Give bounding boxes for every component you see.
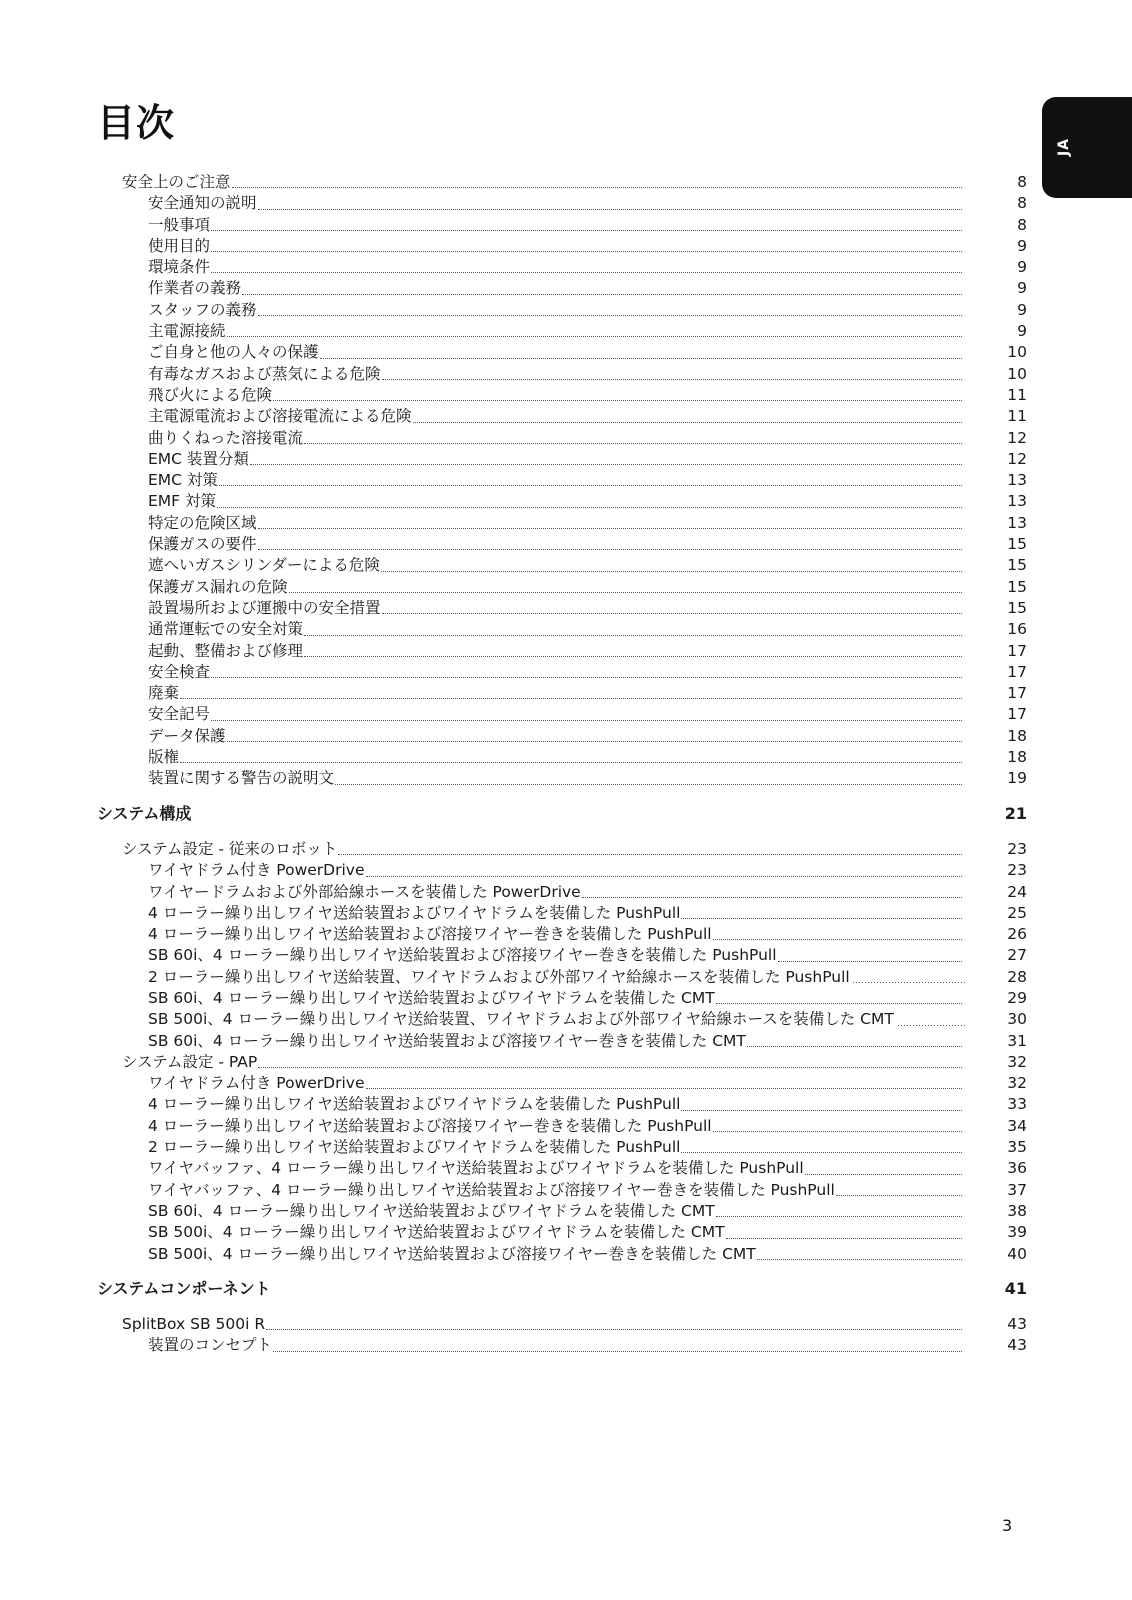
toc-entry-page: 25 — [1007, 903, 1027, 922]
toc-section-items — [97, 860, 1027, 1052]
dot-leader — [805, 1174, 962, 1175]
toc-entry[interactable] — [97, 470, 1027, 491]
toc-entry-label: 安全記号 — [148, 705, 211, 724]
toc-entry[interactable] — [97, 1158, 1027, 1179]
toc-entry-label: 主電源電流および溶接電流による危険 — [148, 407, 412, 426]
toc-entry[interactable] — [97, 342, 1027, 363]
toc-entry[interactable] — [97, 945, 1027, 966]
toc-entry-label: 装置に関する警告の説明文 — [148, 769, 335, 788]
dot-leader — [335, 784, 962, 785]
dot-leader — [778, 961, 962, 962]
toc-entry-label: 一般事項 — [148, 215, 211, 234]
toc-entry[interactable] — [97, 577, 1027, 598]
toc-entry[interactable] — [97, 385, 1027, 406]
dot-leader — [304, 635, 962, 636]
toc-entry-label: 廃棄 — [148, 684, 180, 703]
toc-entry-page: 23 — [1007, 861, 1027, 880]
toc-entry[interactable] — [97, 662, 1027, 683]
toc-entry-page: 39 — [1007, 1223, 1027, 1242]
toc-entry-page: 17 — [1007, 641, 1027, 660]
toc-section-items — [97, 1073, 1027, 1265]
toc-entry-label: 曲りくねった溶接電流 — [148, 428, 304, 447]
toc-entry[interactable] — [97, 683, 1027, 704]
dot-leader — [381, 571, 962, 572]
dot-leader — [219, 485, 962, 486]
toc-entry-page: 12 — [1007, 449, 1027, 468]
toc-entry-page: 9 — [1017, 258, 1027, 277]
toc-entry-label: 作業者の義務 — [148, 279, 242, 298]
toc-section-heading[interactable] — [97, 172, 1027, 193]
dot-leader — [338, 854, 962, 855]
dot-leader — [180, 698, 962, 699]
toc-entry-label: SB 60i、4 ローラー繰り出しワイヤ送給装置およびワイヤドラムを装備した CMT — [148, 1201, 715, 1220]
toc-entry-label: EMC 装置分類 — [148, 449, 249, 468]
toc-entry-page: 43 — [1007, 1315, 1027, 1334]
dot-leader — [211, 251, 962, 252]
toc-entry[interactable] — [97, 704, 1027, 725]
toc-entry[interactable] — [97, 257, 1027, 278]
dot-leader — [413, 422, 962, 423]
toc-entry-page: 23 — [1007, 839, 1027, 858]
toc-entry-label: 飛び火による危険 — [148, 385, 273, 404]
dot-leader — [382, 613, 962, 614]
toc-entry[interactable] — [97, 1094, 1027, 1115]
dot-leader — [382, 379, 962, 380]
toc-entry-label: 安全検査 — [148, 662, 211, 681]
toc-entry-label: SB 500i、4 ローラー繰り出しワイヤ送給装置およびワイヤドラムを装備した CMT — [148, 1223, 725, 1242]
toc-entry[interactable] — [97, 1201, 1027, 1222]
toc-entry-label: ワイヤバッファ、4 ローラー繰り出しワイヤ送給装置および溶接ワイヤー巻きを装備した PushPull — [148, 1180, 835, 1199]
dot-leader — [211, 720, 962, 721]
toc-chapter[interactable] — [97, 1278, 1027, 1299]
toc-entry-label: 保護ガスの要件 — [148, 535, 257, 554]
toc-entry[interactable] — [97, 1031, 1027, 1052]
dot-leader — [227, 741, 962, 742]
toc-entry-page: 35 — [1007, 1138, 1027, 1157]
toc-entry[interactable] — [97, 236, 1027, 257]
dot-leader — [250, 464, 962, 465]
toc-entry-page: 15 — [1007, 535, 1027, 554]
dot-leader — [713, 939, 962, 940]
toc-entry-label: 安全通知の説明 — [148, 194, 257, 213]
toc-entry[interactable] — [97, 406, 1027, 427]
toc-entry-label: EMF 対策 — [148, 492, 217, 511]
toc-entry-label: ワイヤバッファ、4 ローラー繰り出しワイヤ送給装置およびワイヤドラムを装備した PushPull — [148, 1159, 804, 1178]
toc-entry-page: 11 — [1007, 407, 1027, 426]
toc-entry-label: SB 60i、4 ローラー繰り出しワイヤ送給装置およびワイヤドラムを装備した CMT — [148, 988, 715, 1007]
toc-entry-label: 遮へいガスシリンダーによる危険 — [148, 556, 380, 575]
toc-entry[interactable] — [97, 882, 1027, 903]
toc-entry[interactable] — [97, 768, 1027, 789]
toc-entry[interactable] — [97, 967, 1027, 988]
toc-section-items — [97, 1335, 1027, 1356]
toc-entry[interactable] — [97, 1116, 1027, 1137]
toc-entry[interactable] — [97, 1073, 1027, 1094]
toc-entry-label: 4 ローラー繰り出しワイヤ送給装置および溶接ワイヤー巻きを装備した PushPull — [148, 925, 712, 944]
toc-section-heading[interactable] — [97, 1052, 1027, 1073]
toc-chapter-page: 41 — [1004, 1278, 1027, 1298]
toc-entry-page: 17 — [1007, 662, 1027, 681]
toc-entry-page: 9 — [1017, 236, 1027, 255]
toc-entry[interactable] — [97, 1335, 1027, 1356]
toc-entry-page: 32 — [1007, 1074, 1027, 1093]
page-number: 3 — [1002, 1516, 1013, 1535]
toc-entry-label: 特定の危険区域 — [148, 513, 257, 532]
toc-entry-label: システム設定 - 従来のロボット — [122, 839, 338, 858]
toc-entry-label: SB 60i、4 ローラー繰り出しワイヤ送給装置および溶接ワイヤー巻きを装備した PushPull — [148, 946, 777, 965]
toc-entry-label: 起動、整備および修理 — [148, 641, 304, 660]
toc-entry[interactable] — [97, 619, 1027, 640]
dot-leader — [273, 1351, 962, 1352]
toc-entry-label: 使用目的 — [148, 236, 211, 255]
dot-leader — [716, 1003, 962, 1004]
dot-leader — [258, 1067, 962, 1068]
toc-chapter-page: 21 — [1004, 803, 1027, 823]
toc-entry-page: 33 — [1007, 1095, 1027, 1114]
dot-leader — [232, 187, 962, 188]
toc-entry-label: 4 ローラー繰り出しワイヤ送給装置および溶接ワイヤー巻きを装備した PushPull — [148, 1116, 712, 1135]
dot-leader — [747, 1046, 962, 1047]
dot-leader — [757, 1259, 962, 1260]
toc-entry[interactable] — [97, 1222, 1027, 1243]
language-tab-label: JA — [1056, 137, 1072, 157]
toc-entry-label: 保護ガス漏れの危険 — [148, 577, 288, 596]
dot-leader — [258, 315, 962, 316]
toc-entry-label: 2 ローラー繰り出しワイヤ送給装置、ワイヤドラムおよび外部ワイヤ給線ホースを装備した PushPull — [148, 967, 965, 988]
toc-entry-page: 15 — [1007, 598, 1027, 617]
toc-entry[interactable] — [97, 903, 1027, 924]
dot-leader — [713, 1131, 962, 1132]
toc-chapter-label: システム構成 — [97, 803, 192, 823]
toc-entry[interactable] — [97, 555, 1027, 576]
toc-entry[interactable] — [97, 193, 1027, 214]
dot-leader — [258, 549, 962, 550]
toc-entry-page: 10 — [1007, 343, 1027, 362]
dot-leader — [582, 897, 962, 898]
toc-entry-page: 17 — [1007, 684, 1027, 703]
toc-entry-label: 通常運転での安全対策 — [148, 620, 304, 639]
toc-section-heading[interactable] — [97, 839, 1027, 860]
toc-entry-label: 装置のコンセプト — [148, 1336, 273, 1355]
toc-entry-page: 8 — [1017, 215, 1027, 234]
dot-leader — [681, 1110, 962, 1111]
dot-leader — [289, 592, 962, 593]
toc-entry-page: 24 — [1007, 882, 1027, 901]
table-of-contents — [97, 172, 1027, 1357]
toc-entry-label: 設置場所および運搬中の安全措置 — [148, 598, 381, 617]
toc-entry-label: システム設定 - PAP — [122, 1052, 258, 1071]
toc-entry[interactable] — [97, 924, 1027, 945]
dot-leader — [681, 918, 962, 919]
toc-entry-page: 15 — [1007, 577, 1027, 596]
toc-entry-label: 4 ローラー繰り出しワイヤ送給装置およびワイヤドラムを装備した PushPull — [148, 1095, 681, 1114]
dot-leader — [211, 230, 962, 231]
toc-entry[interactable] — [97, 215, 1027, 236]
dot-leader — [273, 400, 962, 401]
toc-entry[interactable] — [97, 428, 1027, 449]
toc-entry-label: SB 60i、4 ローラー繰り出しワイヤ送給装置および溶接ワイヤー巻きを装備した CMT — [148, 1031, 746, 1050]
toc-entry[interactable] — [97, 1244, 1027, 1265]
dot-leader — [366, 1088, 963, 1089]
toc-entry-page: 9 — [1017, 300, 1027, 319]
toc-entry-label: ワイヤドラム付き PowerDrive — [148, 1074, 365, 1093]
toc-entry-label: SB 500i、4 ローラー繰り出しワイヤ送給装置、ワイヤドラムおよび外部ワイヤ給線ホースを装備した CMT — [148, 1009, 965, 1030]
toc-entry[interactable] — [97, 988, 1027, 1009]
toc-entry[interactable] — [97, 1180, 1027, 1201]
toc-entry[interactable] — [97, 300, 1027, 321]
toc-entry[interactable] — [97, 860, 1027, 881]
toc-entry-label: 主電源接続 — [148, 322, 226, 341]
toc-entry-page: 19 — [1007, 769, 1027, 788]
dot-leader — [211, 272, 962, 273]
dot-leader — [304, 443, 962, 444]
toc-entry-page: 13 — [1007, 492, 1027, 511]
toc-section-heading[interactable] — [97, 1314, 1027, 1335]
toc-entry-page: 12 — [1007, 428, 1027, 447]
toc-entry[interactable] — [97, 534, 1027, 555]
toc-entry-page: 10 — [1007, 364, 1027, 383]
dot-leader — [211, 677, 962, 678]
toc-entry-page: 18 — [1007, 748, 1027, 767]
toc-entry-page: 31 — [1007, 1031, 1027, 1050]
dot-leader — [681, 1152, 962, 1153]
toc-entry-label: 環境条件 — [148, 258, 211, 277]
toc-entry-label: 4 ローラー繰り出しワイヤ送給装置およびワイヤドラムを装備した PushPull — [148, 903, 681, 922]
dot-leader — [180, 762, 962, 763]
toc-entry[interactable] — [97, 321, 1027, 342]
dot-leader — [304, 656, 962, 657]
toc-entry-page: 30 — [1007, 1010, 1027, 1029]
toc-entry-page: 43 — [1007, 1336, 1027, 1355]
toc-entry-page: 18 — [1007, 726, 1027, 745]
toc-entry[interactable] — [97, 1009, 1027, 1030]
toc-entry-page: 11 — [1007, 385, 1027, 404]
toc-entry[interactable] — [97, 364, 1027, 385]
toc-entry[interactable] — [97, 491, 1027, 512]
dot-leader — [836, 1195, 962, 1196]
dot-leader — [716, 1216, 962, 1217]
toc-entry[interactable] — [97, 747, 1027, 768]
toc-entry-label: EMC 対策 — [148, 471, 218, 490]
toc-entry-page: 36 — [1007, 1159, 1027, 1178]
toc-entry[interactable] — [97, 641, 1027, 662]
toc-entry-page: 8 — [1017, 194, 1027, 213]
language-tab[interactable] — [1042, 97, 1132, 198]
toc-entry-label: 安全上のご注意 — [122, 173, 231, 191]
toc-entry[interactable] — [97, 278, 1027, 299]
toc-entry-page: 13 — [1007, 471, 1027, 490]
toc-entry-page: 9 — [1017, 279, 1027, 298]
toc-entry-label: スタッフの義務 — [148, 300, 257, 319]
toc-entry-page: 15 — [1007, 556, 1027, 575]
toc-entry-page: 26 — [1007, 925, 1027, 944]
toc-entry-page: 29 — [1007, 988, 1027, 1007]
toc-entry-page: 17 — [1007, 705, 1027, 724]
toc-entry-page: 8 — [1017, 173, 1027, 191]
toc-entry[interactable] — [97, 513, 1027, 534]
dot-leader — [258, 209, 962, 210]
toc-entry-label: ご自身と他の人々の保護 — [148, 343, 319, 362]
toc-entry-page: 9 — [1017, 322, 1027, 341]
dot-leader — [366, 876, 963, 877]
toc-chapter-label: システムコンポーネント — [97, 1278, 271, 1298]
toc-entry-page: 34 — [1007, 1116, 1027, 1135]
toc-entry-page: 28 — [1007, 967, 1027, 986]
toc-entry-label: 有毒なガスおよび蒸気による危険 — [148, 364, 381, 383]
toc-entry-label: SB 500i、4 ローラー繰り出しワイヤ送給装置および溶接ワイヤー巻きを装備した CMT — [148, 1244, 756, 1263]
toc-entry[interactable] — [97, 449, 1027, 470]
toc-entry-label: SplitBox SB 500i R — [122, 1315, 266, 1334]
toc-section-items — [97, 193, 1027, 789]
toc-chapter[interactable] — [97, 803, 1027, 824]
toc-entry-page: 27 — [1007, 946, 1027, 965]
toc-entry[interactable] — [97, 1137, 1027, 1158]
dot-leader — [320, 358, 962, 359]
toc-entry[interactable] — [97, 726, 1027, 747]
dot-leader — [266, 1329, 962, 1330]
toc-entry-label: ワイヤドラム付き PowerDrive — [148, 861, 365, 880]
dot-leader — [258, 528, 962, 529]
toc-entry-page: 13 — [1007, 513, 1027, 532]
toc-entry-page: 32 — [1007, 1052, 1027, 1071]
toc-entry-label: ワイヤードラムおよび外部給線ホースを装備した PowerDrive — [148, 882, 581, 901]
toc-entry-page: 40 — [1007, 1244, 1027, 1263]
toc-entry[interactable] — [97, 598, 1027, 619]
toc-entry-page: 37 — [1007, 1180, 1027, 1199]
toc-entry-label: 2 ローラー繰り出しワイヤ送給装置およびワイヤドラムを装備した PushPull — [148, 1138, 681, 1157]
toc-entry-label: データ保護 — [148, 726, 226, 745]
dot-leader — [227, 336, 962, 337]
toc-entry-label: 版権 — [148, 748, 180, 767]
dot-leader — [217, 507, 962, 508]
dot-leader — [726, 1238, 962, 1239]
dot-leader — [242, 294, 962, 295]
toc-entry-page: 16 — [1007, 620, 1027, 639]
page-title: 目次 — [97, 101, 176, 145]
toc-entry-page: 38 — [1007, 1201, 1027, 1220]
